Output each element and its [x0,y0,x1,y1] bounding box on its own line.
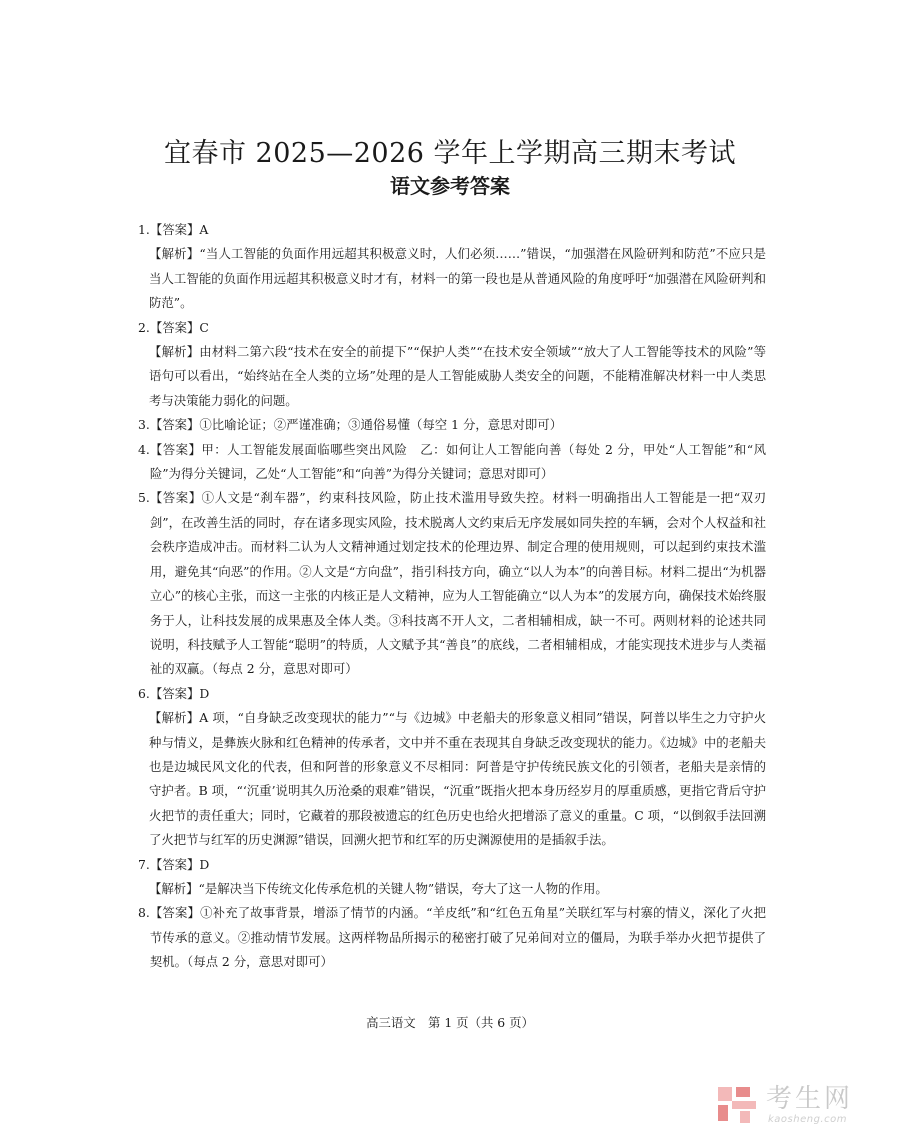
item-number: 5. [138,490,150,506]
item-answer: 【答案】C [149,319,209,335]
plus-logo-icon [716,1085,760,1125]
watermark-name: 考生网 [766,1084,854,1114]
item-number: 8. [138,905,150,921]
answer-item-2 [138,316,766,340]
answer-item-8 [138,901,766,974]
answer-item-6 [138,682,766,706]
item-answer: 【答案】①比喻论证；②严谨准确；③通俗易懂（每空 1 分，意思对即可） [149,417,563,433]
item-answer: 【答案】①人文是“刹车器”，约束科技风险，防止技术滥用导致失控。材料一明确指出人工智能是一把“双刃剑”，在改善生活的同时，存在诸多现实风险，技术脱离人文约束后无序发展如同失控的车辆，会对个人权益和社会秩序造成冲击。而材料二认为人文精神通过划定技术的伦理边界、制定合理的使用规则，可以起到约束技术滥用，避免其“向恶”的作用。②人文是“方向盘”，指引科技方向，确立“以人为本”的向善目标。材料二提出“为机器立心”的核心主张，而这一主张的内核正是人文精神，应为人工智能确立“以人为本”的发展方向，确保技术始终服务于人，让科技发展的成果惠及全体人类。③科技离不开人文，二者相辅相成，缺一不可。两则材料的论述共同说明，科技赋予人工智能“聪明”的特质，人文赋予其“善良”的底线，二者相辅相成，才能实现技术进步与人类福祉的双赢。（每点 2 分，意思对即可） [149,490,766,677]
answer-item-4 [138,438,766,487]
item-number: 1. [138,222,150,237]
item-analysis: 【解析】A 项，“自身缺乏改变现状的能力”“与《边城》中老船夫的形象意义相同”错误，阿普以毕生之力守护火种与情义，是彝族火脉和红色精神的传承者，文中并不重在表现其自身缺乏改变现状的能力。《边城》中的老船夫也是边城民风文化的代表，但和阿普的形象意义不尽相同：阿普是守护传统民族文化的引领者，老船夫是亲情的守护者。B 项，“‘沉重’说明其久历沧桑的艰难”错误，“沉重”既指火把本身历经岁月的厚重质感，更指它背后守护火把节的责任重大；同时，它藏着的那段被遗忘的红色历史也给火把增添了意义的重量。C 项，“以倒叙手法回溯了火把节与红军的历史渊源”错误，回溯火把节和红军的历史渊源使用的是插叙手法。 [149,710,766,848]
page-footer: 高三语文 第 1 页（共 6 页） [366,1015,534,1030]
item-analysis: 【解析】“当人工智能的负面作用远超其积极意义时，人们必须……”错误，“加强潜在风险研判和防范”不应只是当人工智能的负面作用远超其积极意义时才有，材料一的第一段也是从普通风险的角度呼吁“加强潜在风险研判和防范”。 [149,246,766,311]
page-subtitle: 语文参考答案 [390,174,510,198]
item-analysis: 【解析】“是解决当下传统文化传承危机的关键人物”错误，夸大了这一人物的作用。 [149,880,608,896]
item-number: 6. [138,685,150,701]
item-answer: 【答案】①补充了故事背景，增添了情节的内涵。“羊皮纸”和“红色五角星”关联红军与村寨的情义，深化了火把节传承的意义。②推动情节发展。这两样物品所揭示的秘密打破了兄弟间对立的僵局，为联手举办火把节提供了契机。（每点 2 分，意思对即可） [149,905,766,970]
site-watermark [716,1083,876,1131]
item-answer: 【答案】甲：人工智能发展面临哪些突出风险 乙：如何让人工智能向善（每处 2 分，甲处“人工智能”和“风险”为得分关键词，乙处“人工智能”和“向善”为得分关键词；意思对即可） [149,441,766,482]
item-analysis: 【解析】由材料二第六段“技术在安全的前提下”“保护人类”“在技术安全领域”“放大了人工智能等技术的风险”等语句可以看出，“始终站在全人类的立场”处理的是人工智能威胁人类安全的问题，不能精准解决材料一中人类思考与决策能力弱化的问题。 [149,344,766,408]
answer-item-1 [138,218,766,242]
answer-item-5 [138,486,766,681]
item-number: 3. [138,417,150,433]
item-number: 7. [138,856,150,872]
item-answer: 【答案】D [149,685,210,701]
watermark-url: kaosheng.com [768,1114,847,1125]
item-answer: 【答案】A [149,222,209,237]
page-title: 宜春市 2025—2026 学年上学期高三期末考试 [163,138,737,169]
answer-item-3 [138,413,766,437]
item-answer: 【答案】D [149,856,210,872]
item-number: 2. [138,319,150,335]
item-number: 4. [138,441,150,457]
answer-list [138,218,766,975]
answer-item-7 [138,853,766,877]
